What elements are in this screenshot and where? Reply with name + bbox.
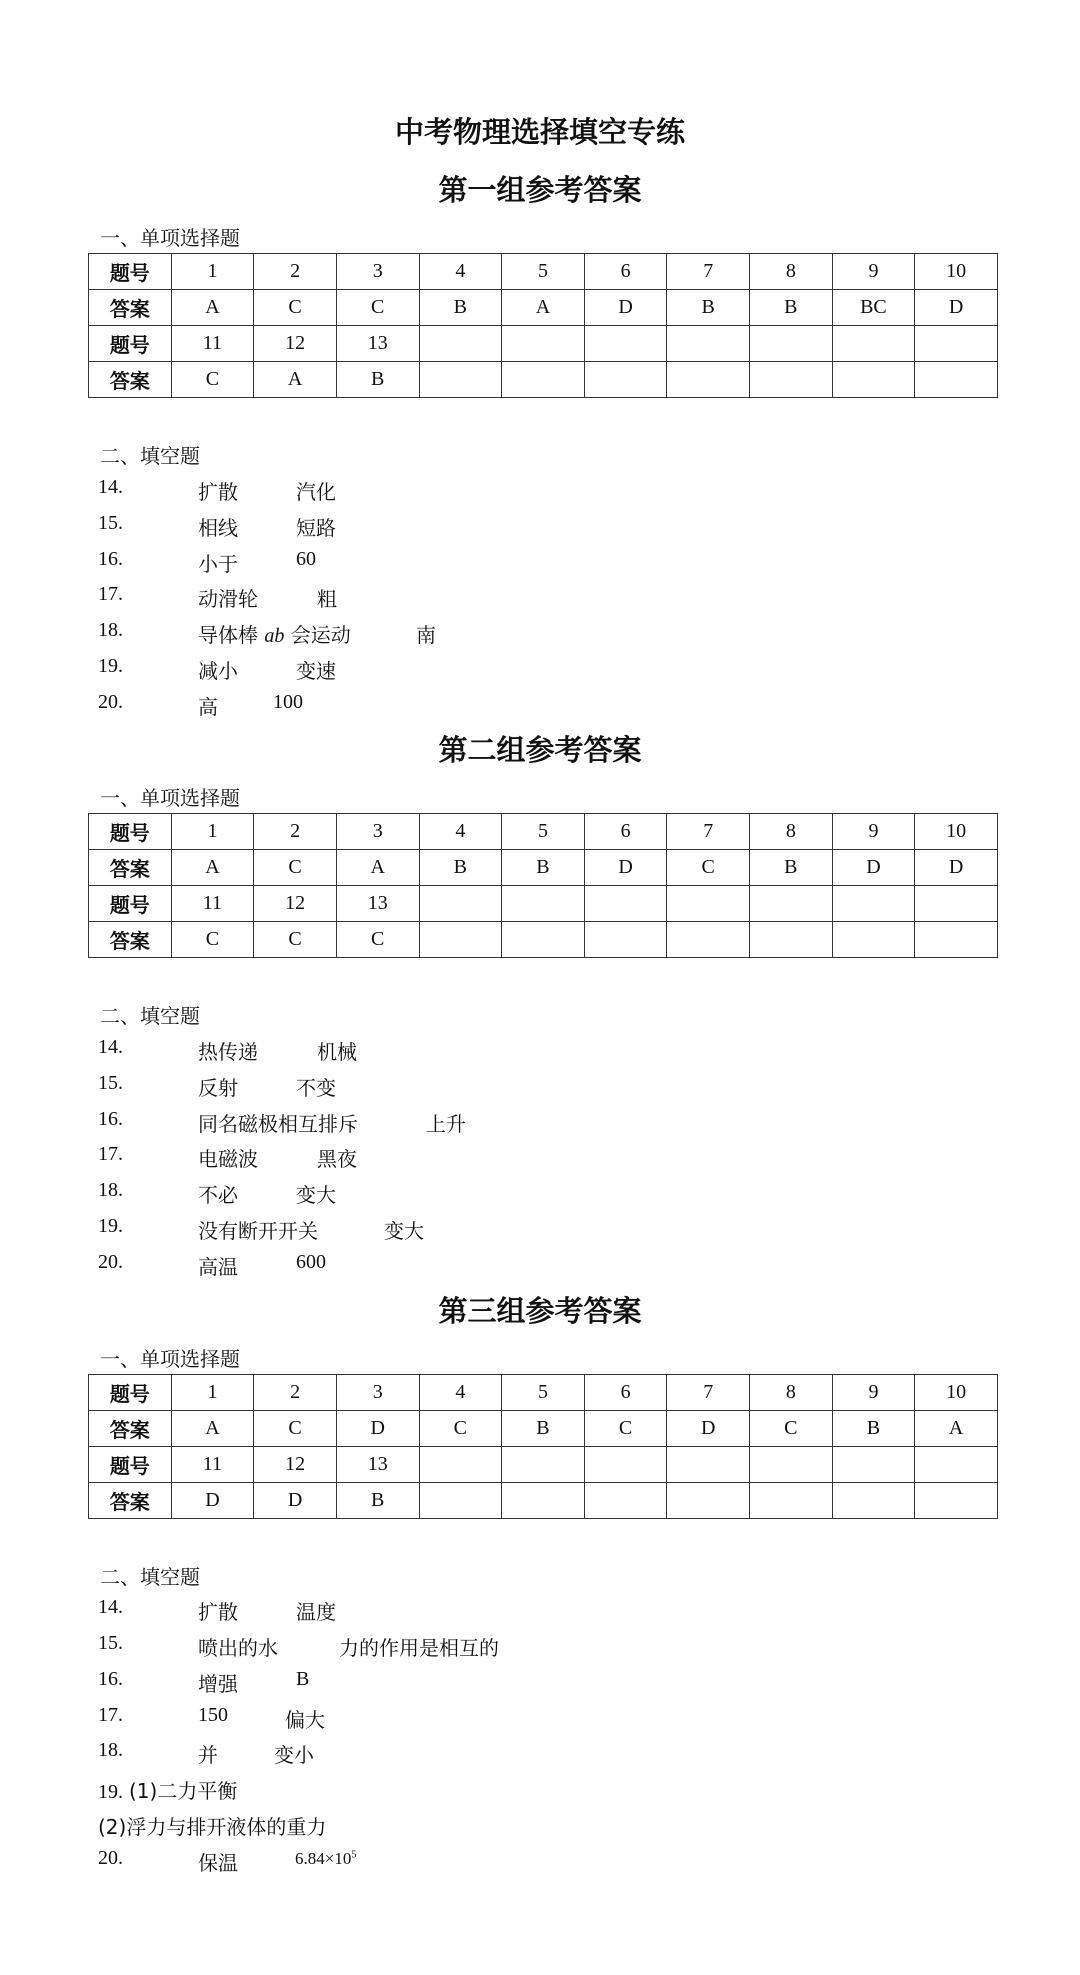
table-cell (419, 1447, 502, 1483)
fill-answer-20 (98, 1847, 998, 1877)
answer-blank-1: 减小 (198, 659, 238, 683)
fill-answer-19 (98, 655, 998, 685)
answer-blank-2: 变小 (274, 1743, 314, 1767)
group-1-choice-table (88, 253, 998, 398)
answer-blank-1: 反射 (198, 1076, 238, 1100)
group-2-fill-heading: 二、填空题 (100, 1004, 200, 1028)
table-cell: C (336, 922, 419, 958)
table-cell: B (502, 1411, 585, 1447)
table-cell: 13 (336, 886, 419, 922)
table-cell: B (667, 290, 750, 326)
table-row (89, 254, 998, 290)
table-cell: C (584, 1411, 667, 1447)
table-cell: 10 (915, 1375, 998, 1411)
table-cell: 13 (336, 326, 419, 362)
fill-answer-17 (98, 1704, 998, 1734)
group-1-fill-heading: 二、填空题 (100, 444, 200, 468)
table-cell (419, 362, 502, 398)
answer-blank-2: 变大 (384, 1219, 424, 1243)
table-cell: D (171, 1483, 254, 1519)
answer-blank-2: 变速 (296, 659, 336, 683)
table-cell: 9 (832, 1375, 915, 1411)
answer-blank-1: 扩散 (198, 480, 238, 504)
group-2-choice-heading: 一、单项选择题 (100, 786, 240, 810)
table-cell: C (667, 850, 750, 886)
table-row (89, 1483, 998, 1519)
table-cell: A (171, 290, 254, 326)
table-cell: D (584, 290, 667, 326)
table-cell (584, 922, 667, 958)
question-number: 18. (98, 1179, 123, 1201)
fill-answer-14 (98, 1036, 998, 1066)
table-cell (915, 326, 998, 362)
answer-blank-1: 并 (198, 1743, 218, 1767)
table-cell: A (171, 1411, 254, 1447)
fill-answer-18 (98, 1739, 998, 1769)
table-row (89, 1411, 998, 1447)
group-3-fill-heading: 二、填空题 (100, 1565, 200, 1589)
table-cell: A (254, 362, 337, 398)
table-row (89, 922, 998, 958)
table-cell (419, 326, 502, 362)
table-row (89, 1375, 998, 1411)
table-cell: C (254, 850, 337, 886)
answer-blank-1: 增强 (198, 1672, 238, 1696)
table-row (89, 1447, 998, 1483)
table-cell: D (667, 1411, 750, 1447)
table-cell: C (419, 1411, 502, 1447)
group-1-choice-heading: 一、单项选择题 (100, 226, 240, 250)
table-cell: A (171, 850, 254, 886)
table-cell: B (832, 1411, 915, 1447)
table-cell: 6 (584, 254, 667, 290)
table-cell: 10 (915, 814, 998, 850)
row-label-answer: 答案 (89, 850, 172, 886)
row-label-question: 题号 (89, 886, 172, 922)
table-cell (667, 362, 750, 398)
table-cell (750, 326, 833, 362)
table-cell: 9 (832, 254, 915, 290)
table-cell: B (336, 362, 419, 398)
fill-answer-14 (98, 1596, 998, 1626)
table-cell: D (336, 1411, 419, 1447)
table-cell (750, 1447, 833, 1483)
table-cell: 2 (254, 254, 337, 290)
question-number: 18. (98, 619, 123, 641)
table-cell: C (254, 290, 337, 326)
table-cell: BC (832, 290, 915, 326)
answer-blank-1: 150 (198, 1704, 228, 1726)
table-cell (832, 1483, 915, 1519)
answer-blank-1: 相线 (198, 516, 238, 540)
answer-blank-2: 粗 (317, 587, 337, 611)
answer-blank-2: 60 (296, 548, 316, 570)
table-cell (750, 922, 833, 958)
question-number: 20. (98, 691, 123, 713)
table-cell (915, 362, 998, 398)
answer-blank-1: 高温 (198, 1255, 238, 1279)
table-cell: 6 (584, 1375, 667, 1411)
answer-blank-2: 黑夜 (317, 1147, 357, 1171)
fill-answer-15 (98, 512, 998, 542)
row-label-answer: 答案 (89, 1411, 172, 1447)
table-cell: 2 (254, 814, 337, 850)
answer-blank-1: (2)浮力与排开液体的重力 (98, 1815, 327, 1839)
answer-blank-1: 扩散 (198, 1600, 238, 1624)
table-cell: C (171, 362, 254, 398)
answer-variable: ab (264, 625, 285, 647)
table-cell: A (502, 290, 585, 326)
table-cell (832, 886, 915, 922)
table-row (89, 850, 998, 886)
table-cell (502, 1447, 585, 1483)
question-number: 16. (98, 548, 123, 570)
table-cell: 1 (171, 814, 254, 850)
table-cell (667, 1447, 750, 1483)
table-cell: B (750, 290, 833, 326)
table-cell: 7 (667, 1375, 750, 1411)
group-3-title: 第三组参考答案 (438, 1294, 642, 1328)
answer-blank-2: 不变 (296, 1076, 336, 1100)
table-cell (502, 922, 585, 958)
group-1-title: 第一组参考答案 (438, 173, 642, 207)
table-cell: 11 (171, 326, 254, 362)
answer-text: 会运动 (284, 623, 351, 647)
table-cell (750, 1483, 833, 1519)
row-label-question: 题号 (89, 814, 172, 850)
table-cell (584, 1447, 667, 1483)
question-number: 16. (98, 1668, 123, 1690)
fill-answer-15 (98, 1632, 998, 1662)
question-number: 16. (98, 1108, 123, 1130)
table-cell: D (254, 1483, 337, 1519)
answer-blank-2: 力的作用是相互的 (339, 1636, 499, 1660)
table-cell: 11 (171, 886, 254, 922)
answer-blank-1: 不必 (198, 1183, 238, 1207)
table-cell (832, 362, 915, 398)
table-cell (915, 1483, 998, 1519)
row-label-question: 题号 (89, 1447, 172, 1483)
table-cell: 4 (419, 1375, 502, 1411)
group-3-choice-heading: 一、单项选择题 (100, 1347, 240, 1371)
answer-blank-2 (295, 1849, 356, 1869)
question-number: 17. (98, 583, 123, 605)
question-number: 14. (98, 1036, 123, 1058)
fill-answer-18 (98, 1179, 998, 1209)
fill-answer-15 (98, 1072, 998, 1102)
question-number: 15. (98, 512, 123, 534)
question-number: 15. (98, 1632, 123, 1654)
table-cell (832, 326, 915, 362)
question-number: 19. (98, 655, 123, 677)
fill-answer-20 (98, 1251, 998, 1281)
answer-blank-2: 100 (273, 691, 303, 713)
table-cell: C (336, 290, 419, 326)
fill-answer-16 (98, 548, 998, 578)
question-number: 20. (98, 1251, 123, 1273)
question-number: 19. (98, 1781, 123, 1803)
table-cell (584, 1483, 667, 1519)
table-cell: 13 (336, 1447, 419, 1483)
row-label-question: 题号 (89, 254, 172, 290)
table-cell (584, 886, 667, 922)
table-cell (915, 1447, 998, 1483)
table-cell: D (832, 850, 915, 886)
fill-answer-20 (98, 691, 998, 721)
fill-answer-14 (98, 476, 998, 506)
table-cell: C (254, 1411, 337, 1447)
answer-blank-2: 短路 (296, 516, 336, 540)
table-cell: 8 (750, 1375, 833, 1411)
table-cell (832, 1447, 915, 1483)
answer-exponent: 5 (351, 1849, 357, 1861)
table-cell: 4 (419, 254, 502, 290)
question-number: 20. (98, 1847, 123, 1869)
table-cell: A (915, 1411, 998, 1447)
table-cell: B (336, 1483, 419, 1519)
answer-blank-1: 没有断开开关 (198, 1219, 318, 1243)
table-cell: 8 (750, 254, 833, 290)
answer-blank-1: 同名磁极相互排斥 (198, 1112, 358, 1136)
table-cell: 1 (171, 254, 254, 290)
table-cell (502, 886, 585, 922)
table-cell: 11 (171, 1447, 254, 1483)
table-row (89, 290, 998, 326)
answer-blank-2: 上升 (426, 1112, 466, 1136)
table-cell: D (915, 290, 998, 326)
table-cell (915, 886, 998, 922)
answer-blank-1: 高 (198, 695, 218, 719)
fill-answer-17 (98, 1143, 998, 1173)
table-cell (584, 326, 667, 362)
table-cell: C (254, 922, 337, 958)
answer-blank-1: 喷出的水 (198, 1636, 278, 1660)
page-title: 中考物理选择填空专练 (394, 115, 685, 149)
table-cell: 4 (419, 814, 502, 850)
table-cell: 3 (336, 814, 419, 850)
answer-blank-2: 温度 (296, 1600, 336, 1624)
answer-blank-1: 动滑轮 (198, 587, 258, 611)
table-row (89, 362, 998, 398)
table-cell (667, 886, 750, 922)
table-cell: 10 (915, 254, 998, 290)
row-label-answer: 答案 (89, 362, 172, 398)
row-label-question: 题号 (89, 1375, 172, 1411)
row-label-answer: 答案 (89, 922, 172, 958)
table-cell: 5 (502, 1375, 585, 1411)
table-cell: C (750, 1411, 833, 1447)
question-number: 14. (98, 476, 123, 498)
answer-blank-1: (1)二力平衡 (129, 1779, 238, 1803)
answer-blank-2: 南 (416, 623, 436, 647)
answer-blank-2: B (296, 1668, 310, 1690)
table-cell (750, 362, 833, 398)
table-cell: B (750, 850, 833, 886)
answer-text: 导体棒 (198, 623, 265, 647)
answer-blank-1: 热传递 (198, 1040, 258, 1064)
answer-blank-1: 保温 (198, 1851, 238, 1875)
table-cell: 12 (254, 886, 337, 922)
table-row (89, 814, 998, 850)
answer-blank-2: 汽化 (296, 480, 336, 504)
answer-blank-1: 电磁波 (198, 1147, 258, 1171)
table-cell: B (419, 290, 502, 326)
table-cell (915, 922, 998, 958)
table-cell: 9 (832, 814, 915, 850)
table-cell (419, 922, 502, 958)
fill-answer-18 (98, 619, 998, 649)
table-cell (419, 1483, 502, 1519)
table-cell: 5 (502, 254, 585, 290)
group-3-choice-table (88, 1374, 998, 1519)
table-cell: 3 (336, 1375, 419, 1411)
table-cell: 12 (254, 326, 337, 362)
row-label-answer: 答案 (89, 1483, 172, 1519)
fill-answer-17 (98, 583, 998, 613)
answer-blank-2: 机械 (317, 1040, 357, 1064)
group-2-choice-table (88, 813, 998, 958)
table-cell: 12 (254, 1447, 337, 1483)
question-number: 17. (98, 1143, 123, 1165)
fill-answer-16 (98, 1668, 998, 1698)
question-number: 19. (98, 1215, 123, 1237)
table-cell: C (171, 922, 254, 958)
table-cell (502, 362, 585, 398)
answer-blank-2: 变大 (296, 1183, 336, 1207)
question-number: 18. (98, 1739, 123, 1761)
row-label-answer: 答案 (89, 290, 172, 326)
table-cell: 7 (667, 254, 750, 290)
table-cell: 5 (502, 814, 585, 850)
table-cell: A (336, 850, 419, 886)
table-cell (750, 886, 833, 922)
table-cell (502, 1483, 585, 1519)
table-cell (667, 326, 750, 362)
answer-blank-1: 小于 (198, 552, 238, 576)
answer-blank-2: 600 (296, 1251, 326, 1273)
table-cell (667, 922, 750, 958)
table-cell (584, 362, 667, 398)
fill-answer-16 (98, 1108, 998, 1138)
table-cell (832, 922, 915, 958)
table-cell: 6 (584, 814, 667, 850)
table-cell (502, 326, 585, 362)
table-cell: D (584, 850, 667, 886)
table-cell (419, 886, 502, 922)
table-row (89, 886, 998, 922)
row-label-question: 题号 (89, 326, 172, 362)
fill-answer-19 (98, 1215, 998, 1245)
table-cell: 1 (171, 1375, 254, 1411)
table-cell: B (419, 850, 502, 886)
group-2-title: 第二组参考答案 (438, 733, 642, 767)
table-cell: D (915, 850, 998, 886)
answer-text: 6.84×10 (295, 1849, 352, 1868)
fill-answer-19-part-2 (98, 1811, 998, 1841)
table-cell: 3 (336, 254, 419, 290)
table-cell: 2 (254, 1375, 337, 1411)
table-cell (667, 1483, 750, 1519)
fill-answer-19 (98, 1775, 998, 1805)
answer-blank-1 (198, 619, 351, 648)
question-number: 15. (98, 1072, 123, 1094)
table-cell: B (502, 850, 585, 886)
table-cell: 8 (750, 814, 833, 850)
table-row (89, 326, 998, 362)
question-number: 14. (98, 1596, 123, 1618)
question-number: 17. (98, 1704, 123, 1726)
table-cell: 7 (667, 814, 750, 850)
answer-blank-2: 偏大 (285, 1708, 325, 1732)
